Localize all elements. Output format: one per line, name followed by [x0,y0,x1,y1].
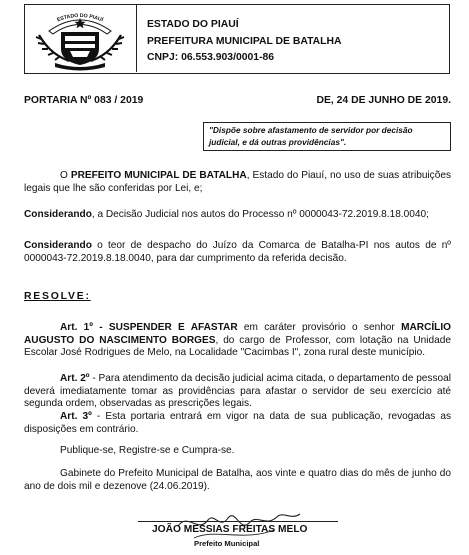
publique-line: Publique-se, Registre-se e Cumpra-se. [60,445,235,456]
ementa-text: "Dispõe sobre afastamento de servidor por decisão judicial, e dá outras providências". [209,125,413,147]
article-1-text-a: em caráter provisório o senhor [237,322,402,333]
preamble-rest: , Estado do Piauí, no uso de suas atribuições legais que lhe são conferidas por Lei, e; [24,170,451,194]
considerando-2-text: o teor de despacho do Juízo da Comarca de Batalha-PI nos autos de nº 0000043-72.2019.8.18.0040, para dar cumprimento da referida decisão. [24,240,451,264]
article-2-label: Art. 2º [60,373,90,384]
preamble-prefix: O [60,170,71,181]
article-3 [24,411,451,436]
considerando-1-label: Considerando [24,209,92,220]
article-2 [24,373,451,411]
portaria-heading [24,95,451,106]
letterhead-text [147,17,342,67]
portaria-date: DE, 24 DE JUNHO DE 2019. [316,95,451,106]
preamble-paragraph [24,170,451,195]
letterhead [24,4,450,74]
gabinete-paragraph: Gabinete do Prefeito Municipal de Batalha, aos vinte e quatro dias do mês de junho do ano de dois mil e dezenove (24.06.2019). [24,468,451,492]
article-2-text: - Para atendimento da decisão judicial acima citada, o departamento de pessoal deverá imediatamente tomar as providências para afastar o servidor de seu exercício até segunda ordem, observadas as prescrições legais. [24,373,451,410]
seal-ribbon-text: ESTADO DO PIAUÍ [56,12,104,24]
state-seal [25,5,137,72]
article-1 [24,322,451,360]
employee-name: MARCÍLIO AUGUSTO DO NASCIMENTO BORGES [24,322,451,346]
signatory-name: JOÃO MESSIAS FREITAS MELO [152,524,308,535]
considerando-1-text: , a Decisão Judicial nos autos do Processo nº 0000043-72.2019.8.18.0040; [91,209,429,220]
mayor-title: PREFEITO MUNICIPAL DE BATALHA [70,170,247,181]
state-name: ESTADO DO PIAUÍ [147,19,239,30]
state-coat-of-arms-icon [25,5,135,71]
signature-line [138,521,338,522]
portaria-number: PORTARIA Nº 083 / 2019 [24,95,144,106]
considerando-1 [24,209,451,222]
ementa-box [203,122,451,151]
signature-block [138,508,338,553]
city-hall-name: PREFEITURA MUNICIPAL DE BATALHA [147,35,342,47]
cnpj: CNPJ: 06.553.903/0001-86 [147,52,275,63]
article-1-label: Art. 1º - SUSPENDER E AFASTAR [60,322,238,333]
article-1-text-b: , do cargo de Professor, com lotação na Unidade Escolar José Rodrigues de Melo, na Localidade "Cacimbas I", zona rural deste município. [24,334,451,359]
article-3-label: Art. 3º [60,411,92,422]
resolve-heading: RESOLVE: [24,291,91,302]
considerando-2-label: Considerando [24,240,92,251]
signatory-role: Prefeito Municipal [194,539,260,548]
considerando-2 [24,240,451,265]
article-3-text: - Esta portaria entrará em vigor na data de sua publicação, revogadas as disposições em contrário. [24,411,451,435]
